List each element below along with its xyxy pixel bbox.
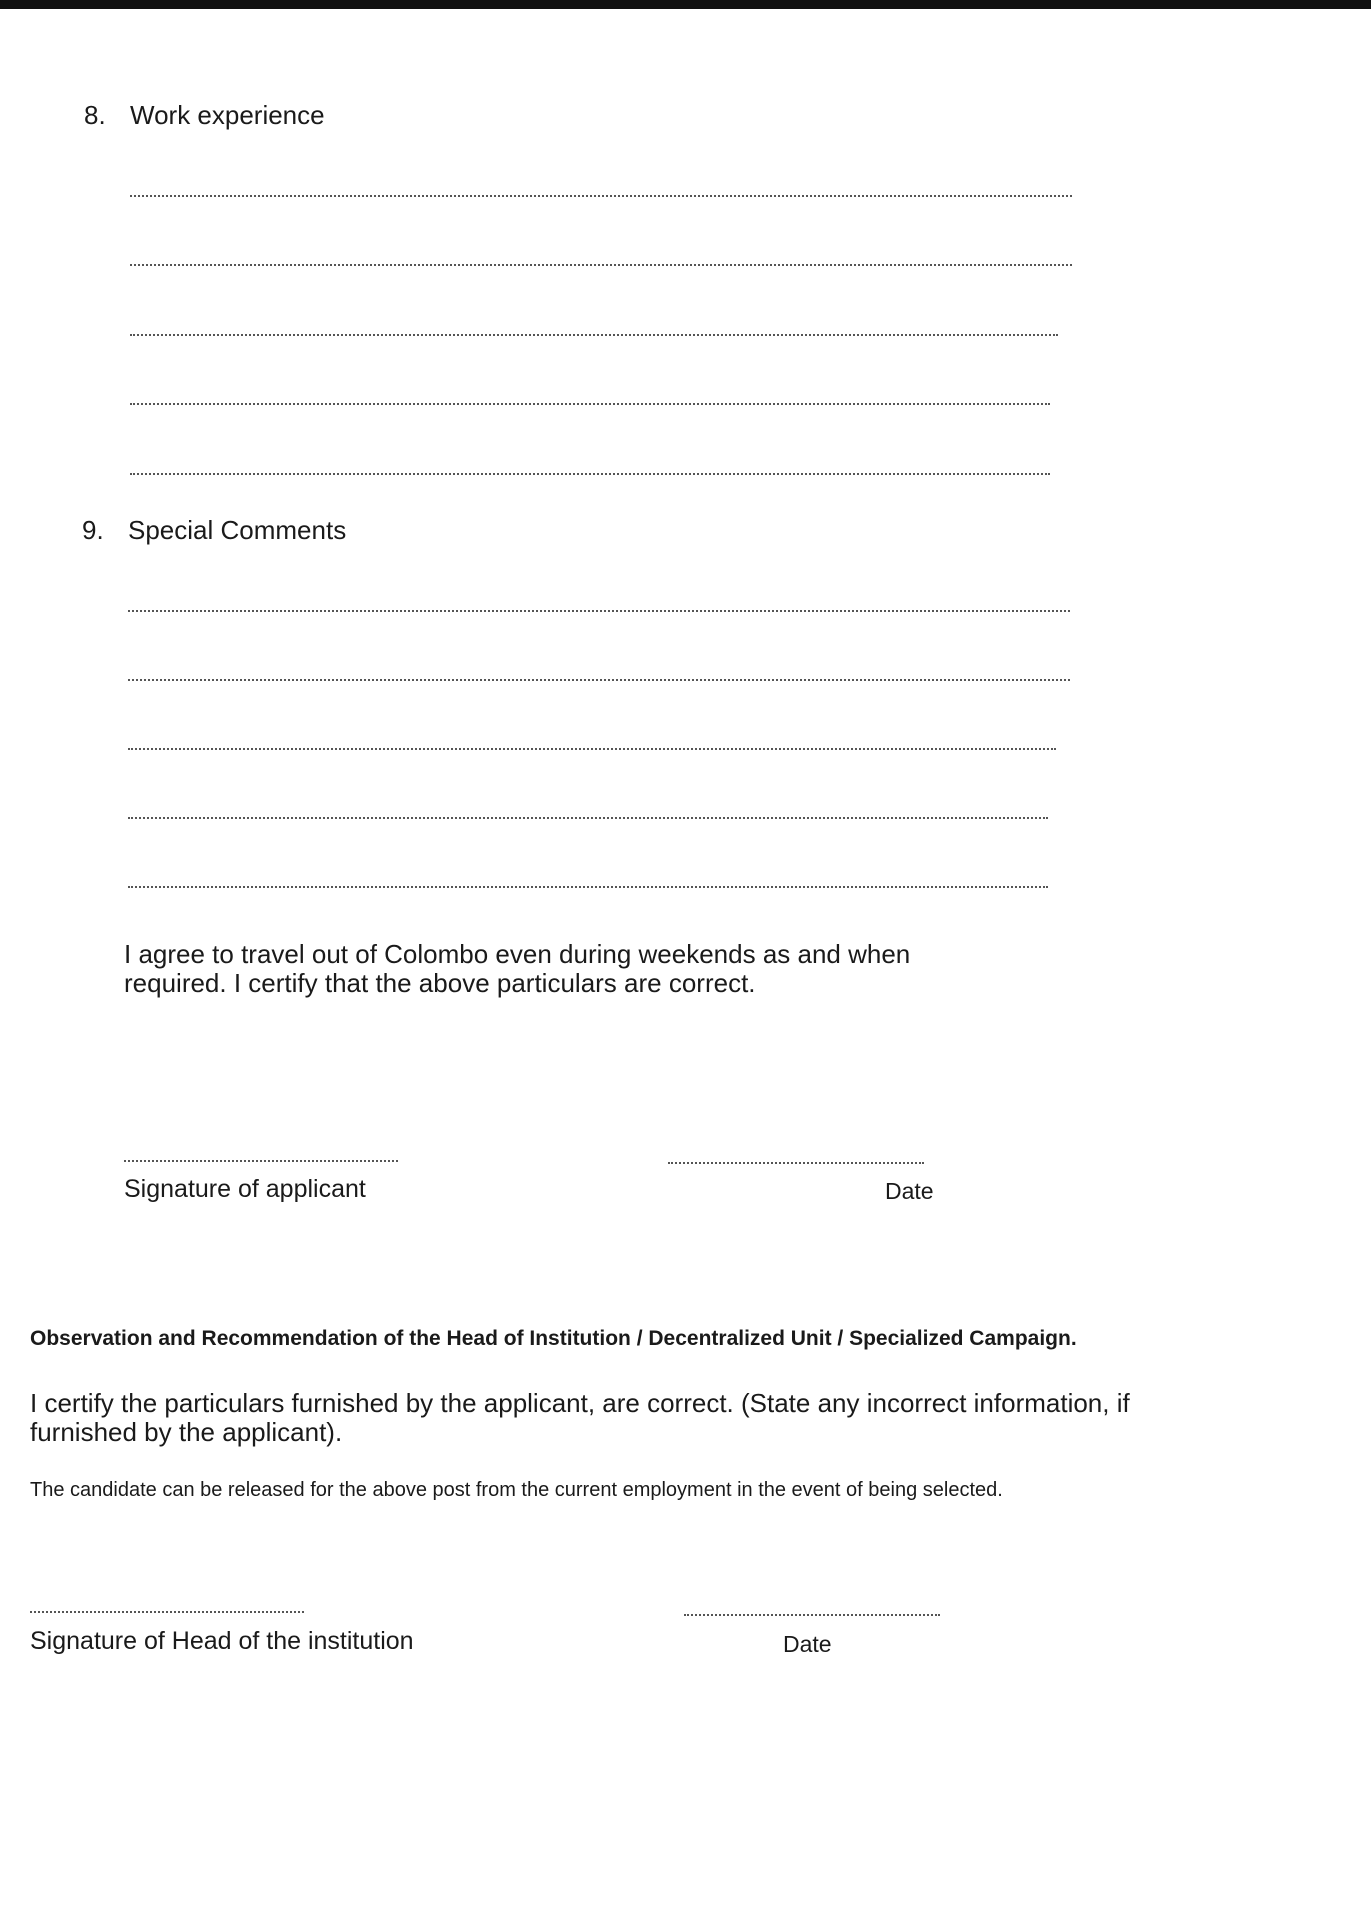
section-9-number: 9.	[82, 515, 104, 545]
head-signature-line[interactable]	[30, 1611, 304, 1613]
special-comments-line-3[interactable]	[128, 748, 1056, 750]
special-comments-line-5[interactable]	[128, 886, 1048, 888]
head-certify-text: I certify the particulars furnished by the applicant, are correct. (State any incorrect information, if furnished by the applicant).	[30, 1388, 1130, 1447]
applicant-date-line[interactable]	[668, 1162, 924, 1164]
work-experience-line-3[interactable]	[130, 334, 1058, 336]
section-9-heading	[82, 515, 346, 546]
section-8-heading	[84, 100, 325, 131]
section-9-title: Special Comments	[128, 515, 347, 545]
special-comments-line-2[interactable]	[128, 679, 1070, 681]
section-8-title: Work experience	[130, 100, 325, 130]
declaration-text: I agree to travel out of Colombo even during weekends as and when required. I certify that the above particulars are correct.	[124, 939, 911, 998]
section-8-number: 8.	[84, 100, 106, 130]
head-date-line[interactable]	[684, 1614, 940, 1616]
applicant-signature-label: Signature of applicant	[124, 1175, 366, 1203]
head-signature-label: Signature of Head of the institution	[30, 1627, 414, 1655]
special-comments-line-1[interactable]	[128, 610, 1070, 612]
applicant-date-label: Date	[885, 1178, 934, 1204]
special-comments-line-4[interactable]	[128, 817, 1048, 819]
top-border-rule	[0, 0, 1371, 9]
head-date-label: Date	[783, 1631, 832, 1657]
work-experience-line-5[interactable]	[130, 473, 1050, 475]
release-statement: The candidate can be released for the above post from the current employment in the event of being selected.	[30, 1479, 1003, 1501]
work-experience-line-2[interactable]	[130, 264, 1072, 266]
applicant-signature-line[interactable]	[124, 1160, 398, 1162]
work-experience-line-4[interactable]	[130, 403, 1050, 405]
work-experience-line-1[interactable]	[130, 195, 1072, 197]
head-observation-heading: Observation and Recommendation of the Head of Institution / Decentralized Unit / Specialized Campaign.	[30, 1327, 1077, 1350]
